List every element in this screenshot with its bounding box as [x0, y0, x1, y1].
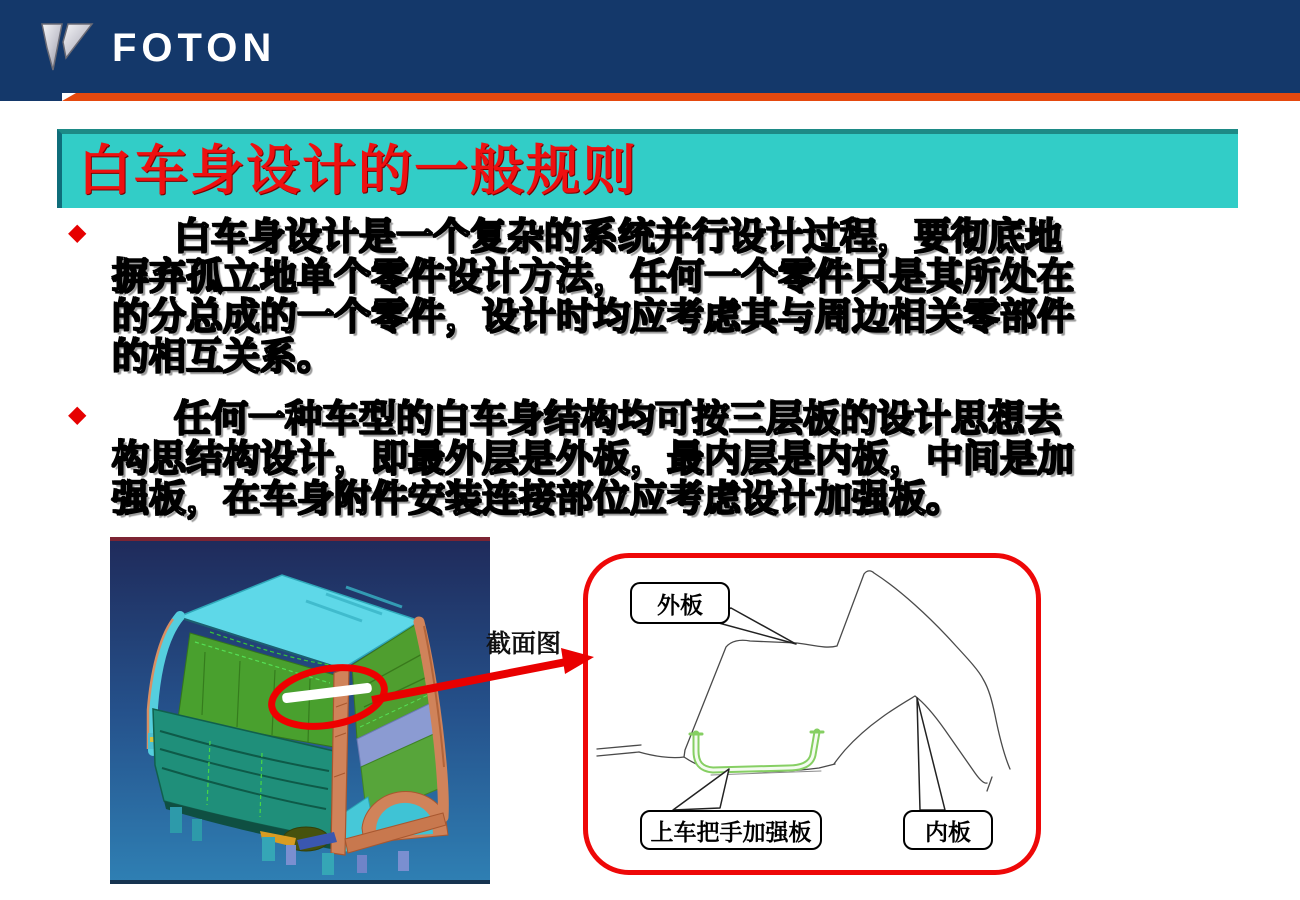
inner-panel-pointer [917, 698, 945, 810]
callout-handle-reinforcement: 上车把手加强板 [640, 810, 822, 850]
bullet-line: 的分总成的一个零件，设计时均应考虑其与周边相关零部件 [112, 294, 1074, 338]
biw-cab-figure [110, 537, 490, 884]
section-view-label: 截面图 [486, 629, 562, 658]
bullet-line: 的相互关系。 [112, 334, 334, 378]
bullet-line: 白车身设计是一个复杂的系统并行设计过程，要彻底地 [174, 214, 1062, 258]
bullet-item-1 [66, 216, 1206, 376]
bullet-line: 强板，在车身附件安装连接部位应考虑设计加强板。 [112, 476, 963, 520]
diamond-bullet-icon: ◆ [68, 219, 87, 246]
biw-cab-render [110, 537, 490, 884]
callout-outer-panel: 外板 [630, 582, 730, 624]
reinforcement-channel [696, 732, 817, 770]
bullet-line: 任何一种车型的白车身结构均可按三层板的设计思想去 [174, 396, 1062, 440]
callout-inner-panel: 内板 [903, 810, 993, 850]
brand-text: FOTON [112, 25, 277, 70]
header-bar [0, 0, 1300, 93]
bullet-line: 构思结构设计，即最外层是外板，最内层是内板，中间是加 [112, 436, 1074, 480]
foton-arrows-icon [36, 20, 98, 76]
section-diagram [583, 553, 1041, 875]
diamond-bullet-icon: ◆ [68, 401, 87, 428]
handle-reinforcement-pointer [673, 769, 729, 810]
bullet-line: 摒弃孤立地单个零件设计方法，任何一个零件只是其所处在 [112, 254, 1074, 298]
bullet-item-2 [66, 398, 1206, 518]
header-left-tab [0, 93, 62, 101]
accent-stripe [62, 93, 1300, 101]
title-banner [57, 129, 1238, 208]
foton-logo [36, 20, 276, 76]
bullet-list [66, 216, 1206, 540]
slide-title: 白车身设计的一般规则 [78, 138, 638, 202]
